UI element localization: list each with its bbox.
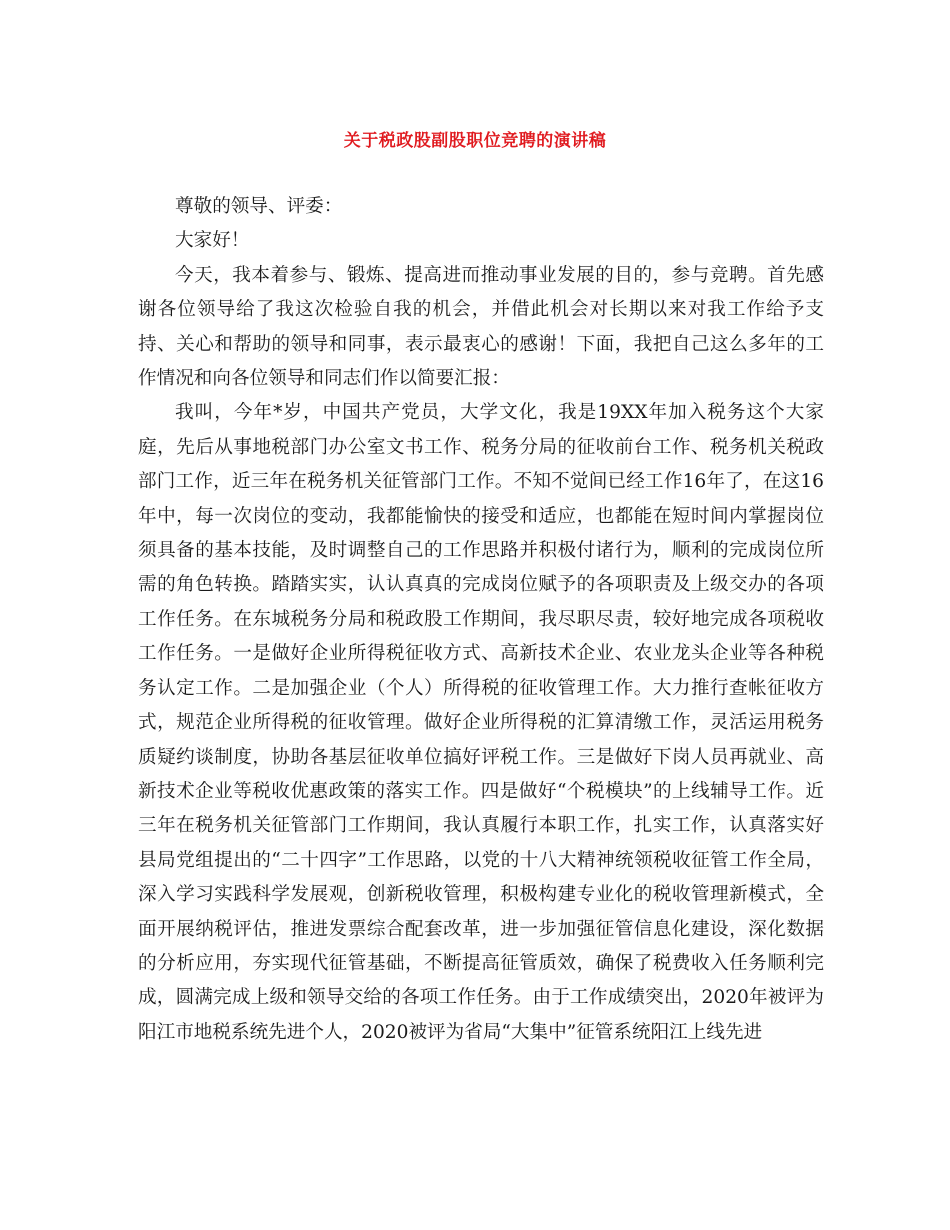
- document-body: [138, 190, 824, 1050]
- document-title: 关于税政股副股职位竞聘的演讲稿: [343, 131, 607, 151]
- salutation-paragraph: 尊敬的领导、评委：: [175, 196, 343, 217]
- self-introduction-paragraph: 我叫，今年*岁，中国共产党员，大学文化，我是19XX年加入税务这个大家庭，先后从事地税部门办公室文书工作、税务分局的征收前台工作、税务机关税政部门工作，近三年在税务机关征管部门工作。不知不觉间已经工作16年了，在这16年中，每一次岗位的变动，我都能愉快的接受和适应，也都能在短时间内掌握岗位须具备的基本技能，及时调整自己的工作思路并积极付诸行为，顺利的完成岗位所需的角色转换。踏踏实实，认认真真的完成岗位赋予的各项职责及上级交办的各项工作任务。在东城税务分局和税政股工作期间，我尽职尽责，较好地完成各项税收工作任务。一是做好企业所得税征收方式、高新技术企业、农业龙头企业等各种税务认定工作。二是加强企业（个人）所得税的征收管理工作。大力推行查帐征收方式，规范企业所得税的征收管理。做好企业所得税的汇算清缴工作，灵活运用税务质疑约谈制度，协助各基层征收单位搞好评税工作。三是做好下岗人员再就业、高新技术企业等税收优惠政策的落实工作。四是做好“个税模块”的上线辅导工作。近三年在税务机关征管部门工作期间，我认真履行本职工作，扎实工作，认真落实好县局党组提出的“二十四字”工作思路，以党的十八大精神统领税收征管工作全局，深入学习实践科学发展观，创新税收管理，积极构建专业化的税收管理新模式，全面开展纳税评估，推进发票综合配套改革，进一步加强征管信息化建设，深化数据的分析应用，夯实现代征管基础，不断提高征管质效，确保了税费收入任务顺利完成，圆满完成上级和领导交给的各项工作任务。由于工作成绩突出，2020年被评为阳江市地税系统先进个人，2020被评为省局“大集中”征管系统阳江上线先进: [138, 402, 824, 1043]
- intro-paragraph: 今天，我本着参与、锻炼、提高进而推动事业发展的目的，参与竞聘。首先感谢各位领导给了我这次检验自我的机会，并借此机会对长期以来对我工作给予支持、关心和帮助的领导和同事，表示最衷心的感谢！下面，我把自己这么多年的工作情况和向各位领导和同志们作以简要汇报：: [138, 264, 824, 390]
- greeting-paragraph: 大家好！: [175, 230, 250, 252]
